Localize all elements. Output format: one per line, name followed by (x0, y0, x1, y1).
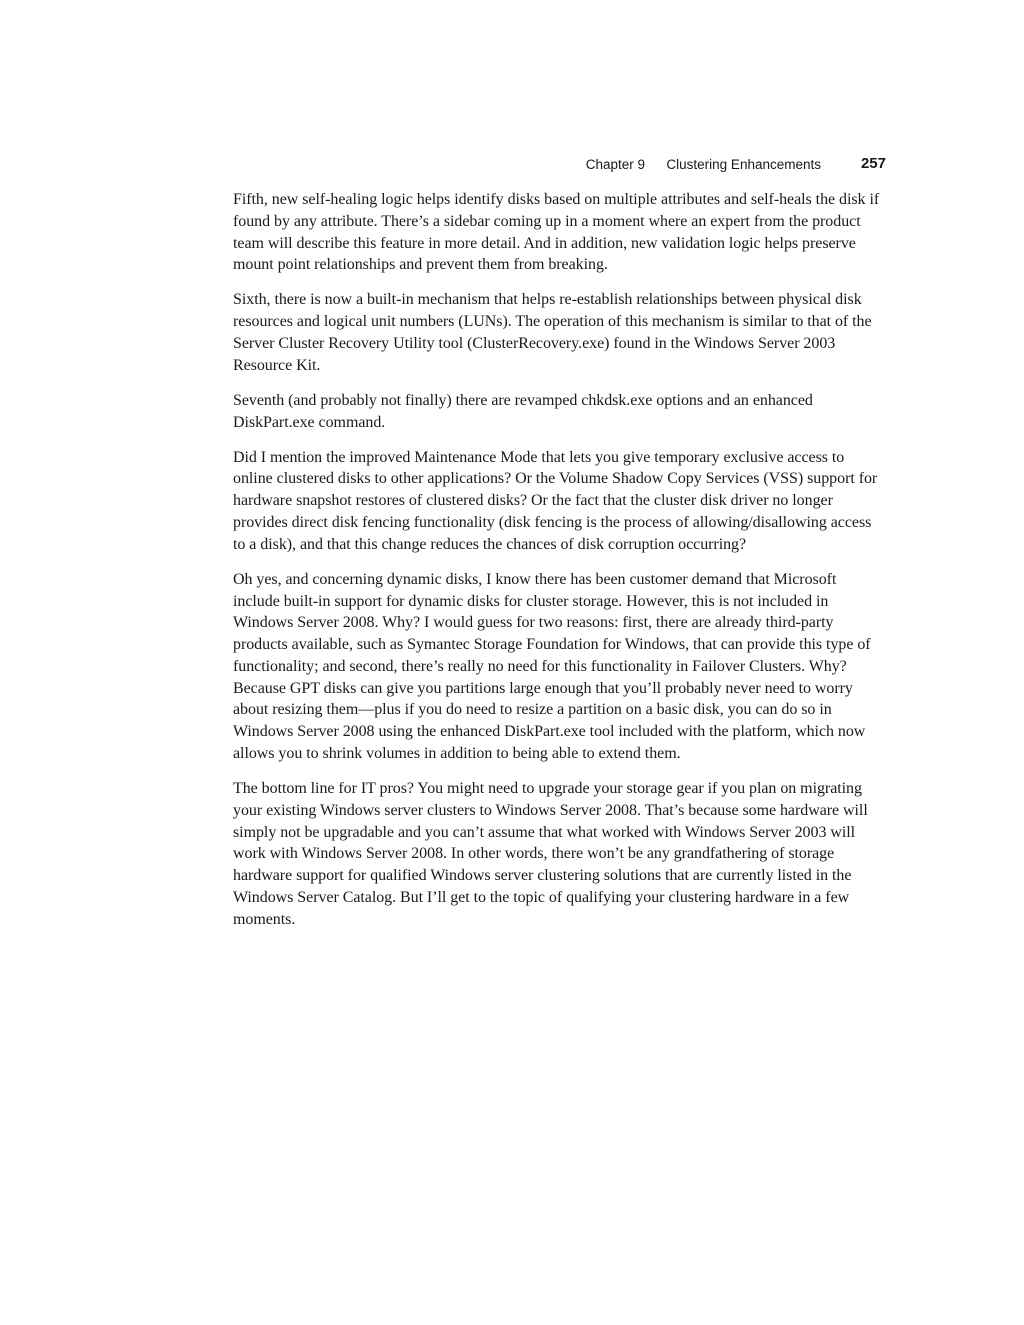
section-title: Clustering Enhancements (666, 157, 821, 172)
body-text (233, 189, 886, 944)
paragraph: Did I mention the improved Maintenance Mode that lets you give temporary exclusive access to online clustered disks to other applications? Or the Volume Shadow Copy Services (VSS) support for hardware snapshot restores of clustered disks? Or the fact that the cluster disk driver no longer provides direct disk fencing functionality (disk fencing is the process of allowing/disallowing access to a disk), and that this change reduces the chances of disk corruption occurring? (233, 448, 878, 553)
paragraph: Seventh (and probably not finally) there are revamped chkdsk.exe options and an enhanced DiskPart.exe command. (233, 391, 813, 431)
page-number: 257 (860, 155, 886, 172)
paragraph: Oh yes, and concerning dynamic disks, I know there has been customer demand that Microsoft include built-in support for dynamic disks for cluster storage. However, this is not included in Windows Server 2008. Why? I would guess for two reasons: first, there are already third-party products available, such as Symantec Storage Foundation for Windows, that can provide this type of functionality; and second, there’s really no need for this functionality in Failover Clusters. Why? Because GPT disks can give you partitions large enough that you’ll probably never need to worry about resizing them—plus if you do need to resize a partition on a basic disk, you can do so in Windows Server 2008 using the enhanced DiskPart.exe tool included with the platform, which now allows you to shrink volumes in addition to being able to extend them. (233, 570, 871, 763)
running-header (233, 155, 886, 177)
paragraph: Sixth, there is now a built-in mechanism that helps re-establish relationships between physical disk resources and logical unit numbers (LUNs). The operation of this mechanism is similar to that of the Server Cluster Recovery Utility tool (ClusterRecovery.exe) found in the Windows Server 2003 Resource Kit. (233, 291, 872, 374)
paragraph: Fifth, new self-healing logic helps identify disks based on multiple attributes and self-heals the disk if found by any attribute. There’s a sidebar coming up in a moment where an expert from the product team will describe this feature in more detail. And in addition, new validation logic helps preserve mount point relationships and prevent them from breaking. (233, 191, 880, 274)
chapter-label: Chapter 9 (585, 157, 645, 172)
paragraph: The bottom line for IT pros? You might need to upgrade your storage gear if you plan on migrating your existing Windows server clusters to Windows Server 2008. That’s because some hardware will simply not be upgradable and you can’t assume that what worked with Windows Server 2003 will work with Windows Server 2008. In other words, there won’t be any grandfathering of storage hardware support for qualified Windows server clustering solutions that are currently listed in the Windows Server Catalog. But I’ll get to the topic of qualifying your clustering hardware in a few moments. (233, 780, 868, 928)
